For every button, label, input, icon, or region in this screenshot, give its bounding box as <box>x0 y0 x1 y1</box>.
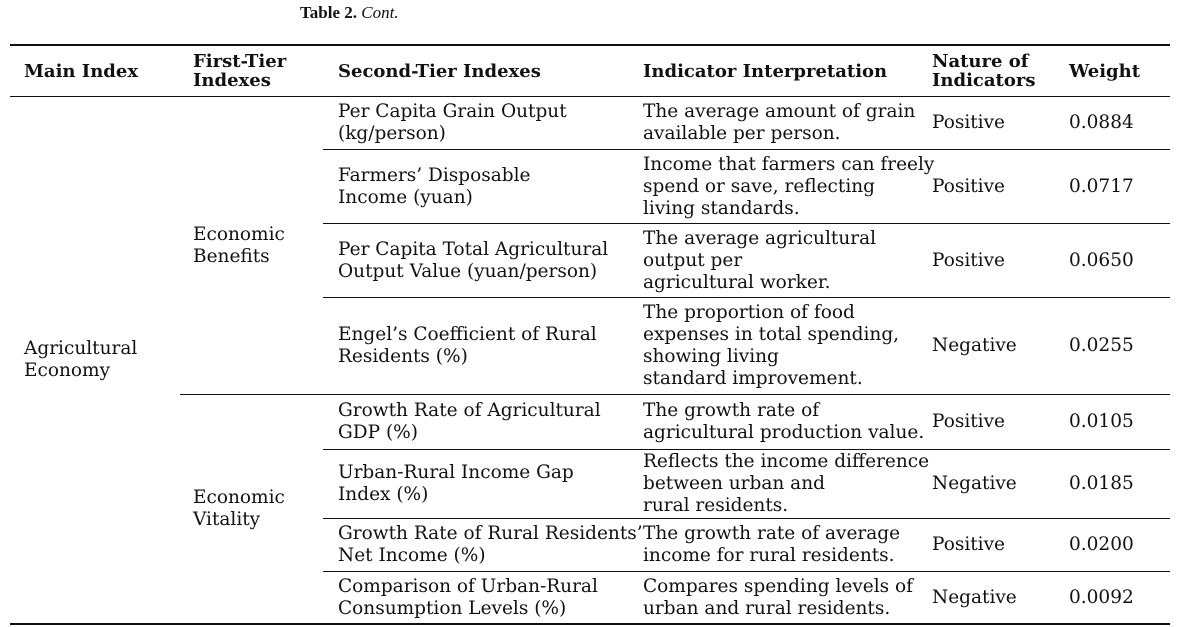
table-row: Positive <box>932 249 1005 271</box>
table-row: 0.0105 <box>1069 411 1134 432</box>
table-row: The proportion of food expenses in total spending, showing living standard improvement. <box>643 302 900 389</box>
table-row: The average amount of grain available per person. <box>643 101 916 144</box>
table-row: Positive <box>932 534 1005 555</box>
table-row: Compares spending levels of urban and rural residents. <box>643 575 914 619</box>
first-tier-economic-vitality: Economic Vitality <box>193 487 285 530</box>
table-row: Per Capita Total Agricultural Output Value (yuan/person) <box>338 238 609 282</box>
table-row: 0.0650 <box>1069 249 1134 271</box>
header-weight: Weight <box>1069 60 1141 82</box>
table-row: The growth rate of agricultural production value. <box>643 400 925 443</box>
table-row: 0.0884 <box>1069 112 1134 133</box>
table-row: Farmers’ Disposable Income (yuan) <box>338 164 531 208</box>
table-row: Growth Rate of Agricultural GDP (%) <box>338 400 601 443</box>
table-row: Engel’s Coefficient of Rural Residents (%) <box>338 324 597 367</box>
table-label: Table 2. <box>300 3 358 22</box>
table-row: 0.0717 <box>1069 175 1134 197</box>
bottom-rule <box>10 623 1170 625</box>
table-row: Positive <box>932 175 1005 197</box>
header-nature: Nature of Indicators <box>932 51 1036 91</box>
header-main-index: Main Index <box>24 60 139 82</box>
table-row: 0.0255 <box>1069 335 1134 356</box>
header-interpretation: Indicator Interpretation <box>643 60 888 82</box>
table-row: Income that farmers can freely spend or save, reflecting living standards. <box>643 153 935 219</box>
table-cont: Cont. <box>361 3 399 22</box>
header-second-tier: Second-Tier Indexes <box>338 60 541 82</box>
table-row: 0.0185 <box>1069 473 1134 494</box>
table-row: Growth Rate of Rural Residents’ Net Income (%) <box>338 523 643 566</box>
table-row: Negative <box>932 586 1017 608</box>
table-row: 0.0092 <box>1069 586 1134 608</box>
table-row: Reflects the income difference between urban and rural residents. <box>643 451 930 516</box>
main-index-cell: Agricultural Economy <box>24 338 138 381</box>
header-first-tier: First-Tier Indexes <box>193 51 287 91</box>
table-row: The average agricultural output per agricultural worker. <box>643 227 877 293</box>
table-row: Positive <box>932 411 1005 432</box>
table-row: Per Capita Grain Output (kg/person) <box>338 101 567 144</box>
table-row: The growth rate of average income for rural residents. <box>643 523 901 566</box>
table-row: Comparison of Urban-Rural Consumption Levels (%) <box>338 575 598 619</box>
table-row: Negative <box>932 473 1017 494</box>
table-row: 0.0200 <box>1069 534 1134 555</box>
table-caption <box>300 2 399 24</box>
table-row: Negative <box>932 335 1017 356</box>
first-tier-economic-benefits: Economic Benefits <box>193 223 285 267</box>
table-row: Positive <box>932 112 1005 133</box>
table-row: Urban-Rural Income Gap Index (%) <box>338 462 574 505</box>
